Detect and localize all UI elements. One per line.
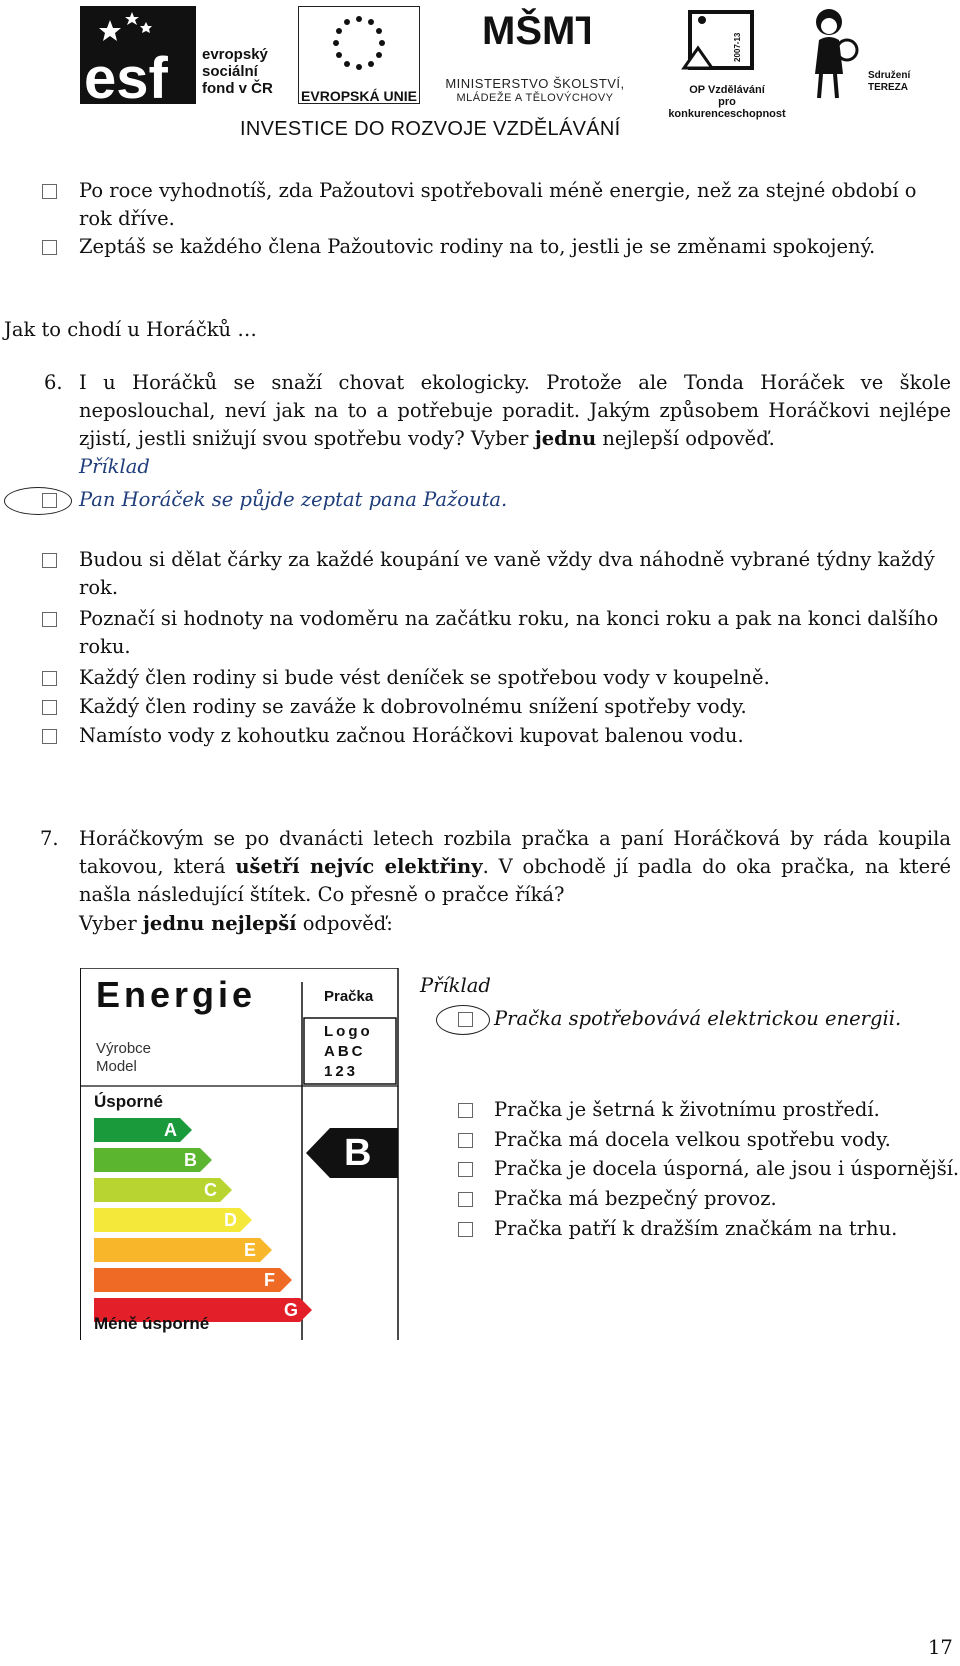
option-checkbox[interactable] (42, 612, 57, 627)
tereza-text-line: Sdružení (868, 70, 911, 81)
example-label: Příklad (79, 455, 150, 478)
question-text-part: Horáčkovým se po dvanácti letech rozbila pračka a paní Horáčková by ráda koupila takovou, která (79, 827, 951, 878)
energy-class-bar (94, 1118, 192, 1142)
tereza-logo-text (868, 70, 910, 94)
energy-class-letter: D (224, 1210, 237, 1230)
question-text-part: nejlepší odpověď. (596, 427, 775, 450)
option-checkbox[interactable] (458, 1222, 473, 1237)
op-logo-text (662, 84, 792, 120)
logo-line: ABC (324, 1043, 366, 1060)
option-text: Budou si dělat čárky za každé koupání ve vaně vždy dva náhodně vybrané týdny každý rok. (79, 548, 935, 599)
energy-rating-letter: B (344, 1132, 372, 1174)
example-label: Příklad (420, 974, 491, 997)
option-checkbox[interactable] (458, 1162, 473, 1177)
option-text: Každý člen rodiny si bude vést deníček se spotřebou vody v koupelně. (79, 666, 770, 689)
energy-label-appliance: Pračka (324, 988, 374, 1005)
option-text: Poznačí si hodnoty na vodoměru na začátku roku, na konci roku a pak na konci dalšího roku. (79, 607, 939, 658)
msmt-logo (480, 4, 590, 78)
question-7-text (79, 825, 951, 909)
section-heading: Jak to chodí u Horáčků … (4, 318, 257, 341)
option-text: Každý člen rodiny se zaváže k dobrovolnému snížení spotřeby vody. (79, 695, 747, 718)
question-number: 6. (44, 371, 63, 394)
option-checkbox[interactable] (42, 553, 57, 568)
example-circle-mark (4, 487, 72, 515)
option-text: Pračka má docela velkou spotřebu vody. (494, 1128, 891, 1151)
option-text: Pračka je šetrná k životnímu prostředí. (494, 1098, 880, 1121)
energy-label-title: Energie (96, 974, 257, 1015)
header-banner: INVESTICE DO ROZVOJE VZDĚLÁVÁNÍ (240, 118, 621, 140)
option-checkbox[interactable] (42, 700, 57, 715)
eu-label: EVROPSKÁ UNIE (301, 88, 417, 104)
energy-label (80, 968, 400, 1340)
option-text: Pračka má bezpečný provoz. (494, 1187, 777, 1210)
page-number: 17 (928, 1636, 953, 1659)
energy-class-letter: E (244, 1240, 257, 1260)
energy-class-letter: A (164, 1120, 177, 1140)
instruction-text-part: odpověď: (296, 912, 393, 935)
instruction-emphasis: jednu nejlepší (142, 912, 297, 935)
op-text-line: OP Vzdělávání (689, 84, 765, 96)
option-checkbox[interactable] (42, 240, 57, 255)
msmt-mark: MŠMT (482, 9, 590, 53)
question-text-part: I u Horáčků se snaží chovat ekologicky. Protože ale Tonda Horáček ve škole neposlouchal, neví jak na to a potřebuje poradit. Jakým způsobem Horáčkovi nejlépe zjistí, jestli snižují svou spotřebu vody? Vyber (79, 371, 951, 450)
op-vzdelavani-logo (680, 4, 770, 88)
question-emphasis: ušetří nejvíc elektřiny (235, 855, 483, 878)
question-7-instruction (79, 910, 959, 938)
msmt-logo-text (430, 76, 640, 106)
logo-line: Logo (324, 1023, 373, 1040)
question-6-text (79, 369, 951, 453)
energy-label-maker-model (96, 1040, 151, 1076)
energy-label-bottom: Méně úsporné (94, 1314, 210, 1333)
option-checkbox[interactable] (42, 671, 57, 686)
option-checkbox[interactable] (42, 729, 57, 744)
esf-mark-text: esf (84, 46, 168, 104)
esf-logo-text (202, 46, 273, 97)
esf-text-line: fond v ČR (202, 80, 273, 97)
option-text: Pračka patří k dražším značkám na trhu. (494, 1217, 898, 1240)
energy-class-letter: B (184, 1150, 197, 1170)
example-checkbox (458, 1012, 473, 1027)
esf-logo (80, 6, 196, 104)
energy-class-letter: C (204, 1180, 217, 1200)
option-checkbox[interactable] (458, 1133, 473, 1148)
energy-label-top: Úsporné (94, 1092, 163, 1111)
op-years: 2007-13 (733, 32, 742, 62)
question-number: 7. (40, 827, 59, 850)
option-text: Zeptáš se každého člena Pažoutovic rodiny na to, jestli je se změnami spokojený. (79, 235, 876, 258)
option-checkbox[interactable] (458, 1103, 473, 1118)
example-answer: Pan Horáček se půjde zeptat pana Pažouta. (79, 488, 508, 511)
msmt-text-line: MINISTERSTVO ŠKOLSTVÍ, (445, 76, 625, 91)
model-label: Model (96, 1058, 137, 1075)
op-text-line: pro konkurenceschopnost (668, 96, 786, 120)
instruction-text-part: Vyber (79, 912, 143, 935)
question-text-part: . V obchodě jí padla do oka pračka, na které našla následující štítek. Co přesně o pračce říká? (79, 855, 952, 906)
energy-class-letter: F (264, 1270, 275, 1290)
logo-line: 123 (324, 1063, 359, 1080)
option-text: Namísto vody z kohoutku začnou Horáčkovi kupovat balenou vodu. (79, 724, 744, 747)
example-checkbox (42, 493, 57, 508)
option-text: Po roce vyhodnotíš, zda Pažoutovi spotřebovali méně energie, než za stejné období o rok dříve. (79, 179, 917, 230)
energy-label-logo (324, 1022, 373, 1082)
option-text: Pračka je docela úsporná, ale jsou i úspornější. (494, 1157, 960, 1180)
esf-text-line: evropský (202, 46, 268, 63)
option-checkbox[interactable] (42, 184, 57, 199)
tereza-text-line: TEREZA (868, 82, 908, 93)
option-checkbox[interactable] (458, 1192, 473, 1207)
example-answer: Pračka spotřebovává elektrickou energii. (494, 1007, 902, 1030)
tereza-logo (805, 4, 865, 104)
energy-class-bar (94, 1268, 292, 1292)
question-emphasis: jednu (534, 427, 597, 450)
esf-text-line: sociální (202, 63, 258, 80)
msmt-text-line: MLÁDEŽE A TĚLOVÝCHOVY (456, 92, 614, 104)
maker-label: Výrobce (96, 1040, 152, 1057)
energy-class-letter: G (284, 1300, 299, 1320)
